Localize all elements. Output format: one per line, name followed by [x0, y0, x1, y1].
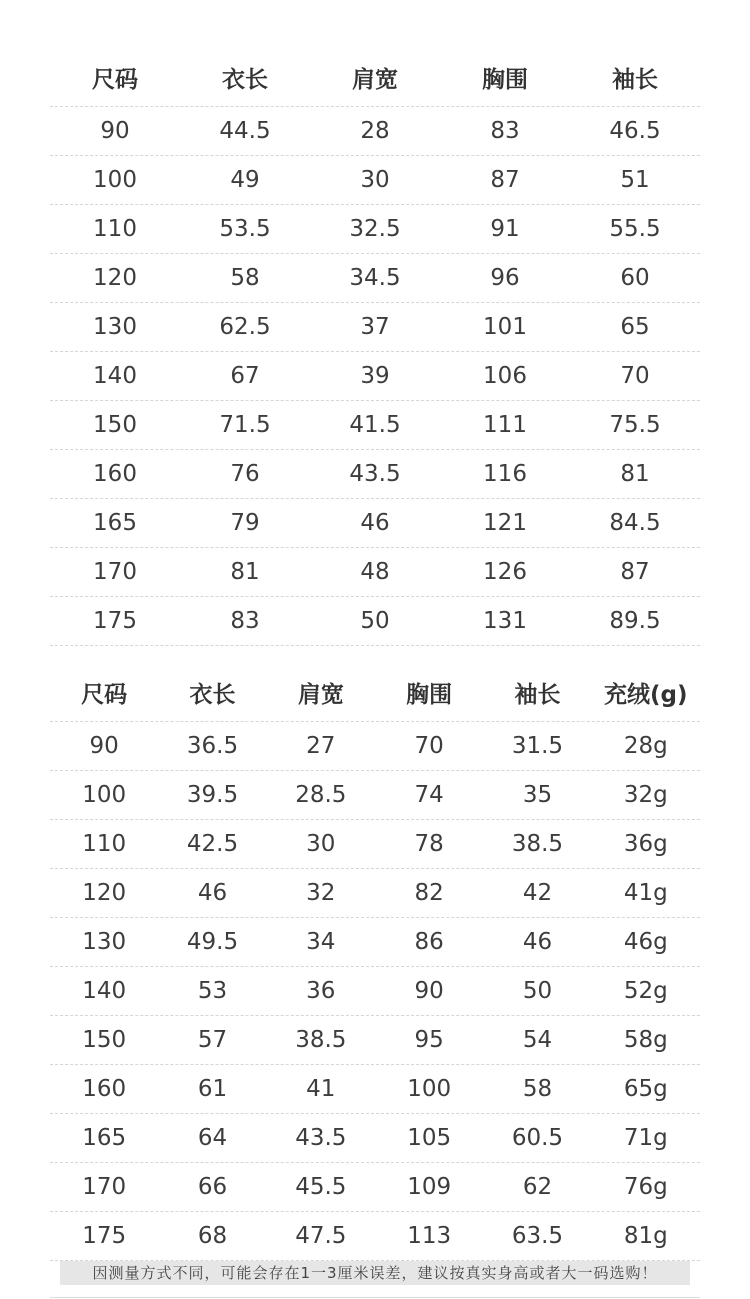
- table-cell: 140: [82, 978, 127, 1004]
- table-cell: 57: [197, 1027, 228, 1053]
- table-cell: 106: [483, 363, 527, 389]
- table-cell: 110: [82, 831, 127, 857]
- table-cell: 120: [82, 880, 127, 906]
- table-cell: 67: [230, 363, 260, 389]
- table-cell: 53.5: [219, 216, 271, 242]
- table-row: [50, 1114, 700, 1163]
- table-cell: 65: [620, 314, 650, 340]
- table-cell: 53: [197, 978, 228, 1004]
- column-header: 袖长: [612, 66, 658, 93]
- table-cell: 58: [522, 1076, 553, 1102]
- table-cell: 130: [82, 929, 127, 955]
- size-table-2: [50, 663, 700, 1261]
- table-cell: 34: [306, 929, 336, 955]
- table-cell: 90: [89, 733, 119, 759]
- table-cell: 150: [82, 1027, 127, 1053]
- table-cell: 81: [620, 461, 650, 487]
- table-cell: 52g: [623, 978, 668, 1004]
- table-cell: 86: [414, 929, 444, 955]
- table-cell: 43.5: [295, 1125, 347, 1151]
- table-cell: 126: [483, 559, 527, 585]
- column-header: 充绒(g): [604, 681, 688, 708]
- table-row: [50, 499, 700, 548]
- table-cell: 90: [100, 118, 130, 144]
- table-cell: 81g: [623, 1223, 668, 1249]
- table-cell: 55.5: [609, 216, 661, 242]
- column-header: 胸围: [406, 681, 453, 708]
- table-row: [50, 401, 700, 450]
- table-row: [50, 303, 700, 352]
- table-cell: 41: [306, 1076, 336, 1102]
- table-cell: 175: [82, 1223, 127, 1249]
- table-cell: 36g: [623, 831, 668, 857]
- table-cell: 36.5: [186, 733, 239, 759]
- table-cell: 90: [414, 978, 444, 1004]
- table-cell: 74: [414, 782, 444, 808]
- table-cell: 131: [483, 608, 527, 634]
- table-cell: 46: [522, 929, 553, 955]
- table-cell: 38.5: [511, 831, 564, 857]
- table-cell: 28g: [623, 733, 668, 759]
- table-cell: 100: [93, 167, 137, 193]
- table-cell: 121: [483, 510, 527, 536]
- table-row: [50, 548, 700, 597]
- column-header: 肩宽: [297, 681, 344, 708]
- table-row: [50, 820, 700, 869]
- table-cell: 109: [407, 1174, 452, 1200]
- table-row: [50, 1065, 700, 1114]
- table-cell: 170: [93, 559, 137, 585]
- table-cell: 61: [197, 1076, 228, 1102]
- table-cell: 105: [407, 1125, 452, 1151]
- column-header: 袖长: [514, 681, 561, 708]
- table-cell: 175: [93, 608, 137, 634]
- table-cell: 96: [490, 265, 520, 291]
- column-header: 尺码: [92, 66, 138, 93]
- table-cell: 71.5: [219, 412, 271, 438]
- table-header-row: [50, 48, 700, 107]
- table-row: [50, 1212, 700, 1261]
- table-cell: 37: [360, 314, 390, 340]
- table-row: [50, 1163, 700, 1212]
- table-cell: 46: [360, 510, 390, 536]
- table-cell: 38.5: [295, 1027, 347, 1053]
- table-row: [50, 918, 700, 967]
- table-cell: 58g: [623, 1027, 668, 1053]
- table-cell: 28.5: [295, 782, 347, 808]
- table-cell: 140: [93, 363, 137, 389]
- table-cell: 45.5: [295, 1174, 347, 1200]
- table-cell: 60.5: [511, 1125, 564, 1151]
- column-header: 肩宽: [352, 66, 398, 93]
- table-cell: 30: [306, 831, 336, 857]
- table-cell: 116: [483, 461, 527, 487]
- table-cell: 50: [360, 608, 390, 634]
- table-row: [50, 722, 700, 771]
- table-cell: 81: [230, 559, 260, 585]
- table-cell: 65g: [623, 1076, 668, 1102]
- table-cell: 34.5: [349, 265, 401, 291]
- table-cell: 82: [414, 880, 444, 906]
- table-cell: 41.5: [349, 412, 401, 438]
- table-cell: 62: [522, 1174, 553, 1200]
- table-cell: 31.5: [511, 733, 564, 759]
- table-row: [50, 205, 700, 254]
- table-cell: 87: [620, 559, 650, 585]
- table-cell: 71g: [623, 1125, 668, 1151]
- table-cell: 68: [197, 1223, 228, 1249]
- table-cell: 32g: [623, 782, 668, 808]
- table-cell: 50: [522, 978, 553, 1004]
- table-row: [50, 450, 700, 499]
- table-cell: 39: [360, 363, 390, 389]
- table-row: [50, 967, 700, 1016]
- table-cell: 42.5: [186, 831, 239, 857]
- table-cell: 70: [414, 733, 444, 759]
- table-cell: 46g: [623, 929, 668, 955]
- table-cell: 49.5: [186, 929, 239, 955]
- table-row: [50, 156, 700, 205]
- table-cell: 87: [490, 167, 520, 193]
- table-cell: 83: [230, 608, 260, 634]
- table-cell: 39.5: [186, 782, 239, 808]
- table-cell: 101: [483, 314, 527, 340]
- table-cell: 44.5: [219, 118, 271, 144]
- table-cell: 79: [230, 510, 260, 536]
- table-cell: 75.5: [609, 412, 661, 438]
- column-header: 衣长: [222, 66, 268, 93]
- table-cell: 48: [360, 559, 390, 585]
- table-cell: 46: [197, 880, 228, 906]
- table-cell: 30: [360, 167, 390, 193]
- table-cell: 64: [197, 1125, 228, 1151]
- table-cell: 62.5: [219, 314, 271, 340]
- table-cell: 42: [522, 880, 553, 906]
- table-cell: 100: [82, 782, 127, 808]
- table-cell: 70: [620, 363, 650, 389]
- table-cell: 47.5: [295, 1223, 347, 1249]
- table-cell: 100: [407, 1076, 452, 1102]
- table-cell: 113: [407, 1223, 452, 1249]
- table-row: [50, 254, 700, 303]
- table-cell: 36: [306, 978, 336, 1004]
- table-cell: 111: [483, 412, 527, 438]
- divider: [50, 1297, 700, 1298]
- table-cell: 83: [490, 118, 520, 144]
- table-cell: 95: [414, 1027, 444, 1053]
- table-cell: 60: [620, 265, 650, 291]
- table-cell: 165: [93, 510, 137, 536]
- column-header: 衣长: [189, 681, 236, 708]
- table-row: [50, 597, 700, 646]
- table-cell: 130: [93, 314, 137, 340]
- table-row: [50, 1016, 700, 1065]
- table-cell: 35: [522, 782, 553, 808]
- table-cell: 76g: [623, 1174, 668, 1200]
- table-cell: 84.5: [609, 510, 661, 536]
- table-cell: 160: [82, 1076, 127, 1102]
- table-cell: 76: [230, 461, 260, 487]
- table-cell: 160: [93, 461, 137, 487]
- table-cell: 89.5: [609, 608, 661, 634]
- table-cell: 49: [230, 167, 260, 193]
- table-cell: 66: [197, 1174, 228, 1200]
- size-table-1: [50, 48, 700, 646]
- table-cell: 91: [490, 216, 520, 242]
- table-cell: 170: [82, 1174, 127, 1200]
- table-header-row: [50, 663, 700, 722]
- table-cell: 43.5: [349, 461, 401, 487]
- table-cell: 63.5: [511, 1223, 564, 1249]
- table-cell: 28: [360, 118, 390, 144]
- table-cell: 32.5: [349, 216, 401, 242]
- table-cell: 110: [93, 216, 137, 242]
- measurement-notice: 因测量方式不同，可能会存在1一3厘米误差，建议按真实身高或者大一码选购！: [60, 1261, 690, 1285]
- table-cell: 51: [620, 167, 650, 193]
- table-cell: 27: [306, 733, 336, 759]
- table-cell: 32: [306, 880, 336, 906]
- table-cell: 120: [93, 265, 137, 291]
- table-cell: 41g: [623, 880, 668, 906]
- table-row: [50, 107, 700, 156]
- table-cell: 46.5: [609, 118, 661, 144]
- table-cell: 150: [93, 412, 137, 438]
- table-cell: 78: [414, 831, 444, 857]
- table-cell: 58: [230, 265, 260, 291]
- table-row: [50, 352, 700, 401]
- column-header: 胸围: [482, 66, 528, 93]
- table-row: [50, 771, 700, 820]
- column-header: 尺码: [81, 681, 128, 708]
- table-cell: 165: [82, 1125, 127, 1151]
- table-cell: 54: [522, 1027, 553, 1053]
- table-row: [50, 869, 700, 918]
